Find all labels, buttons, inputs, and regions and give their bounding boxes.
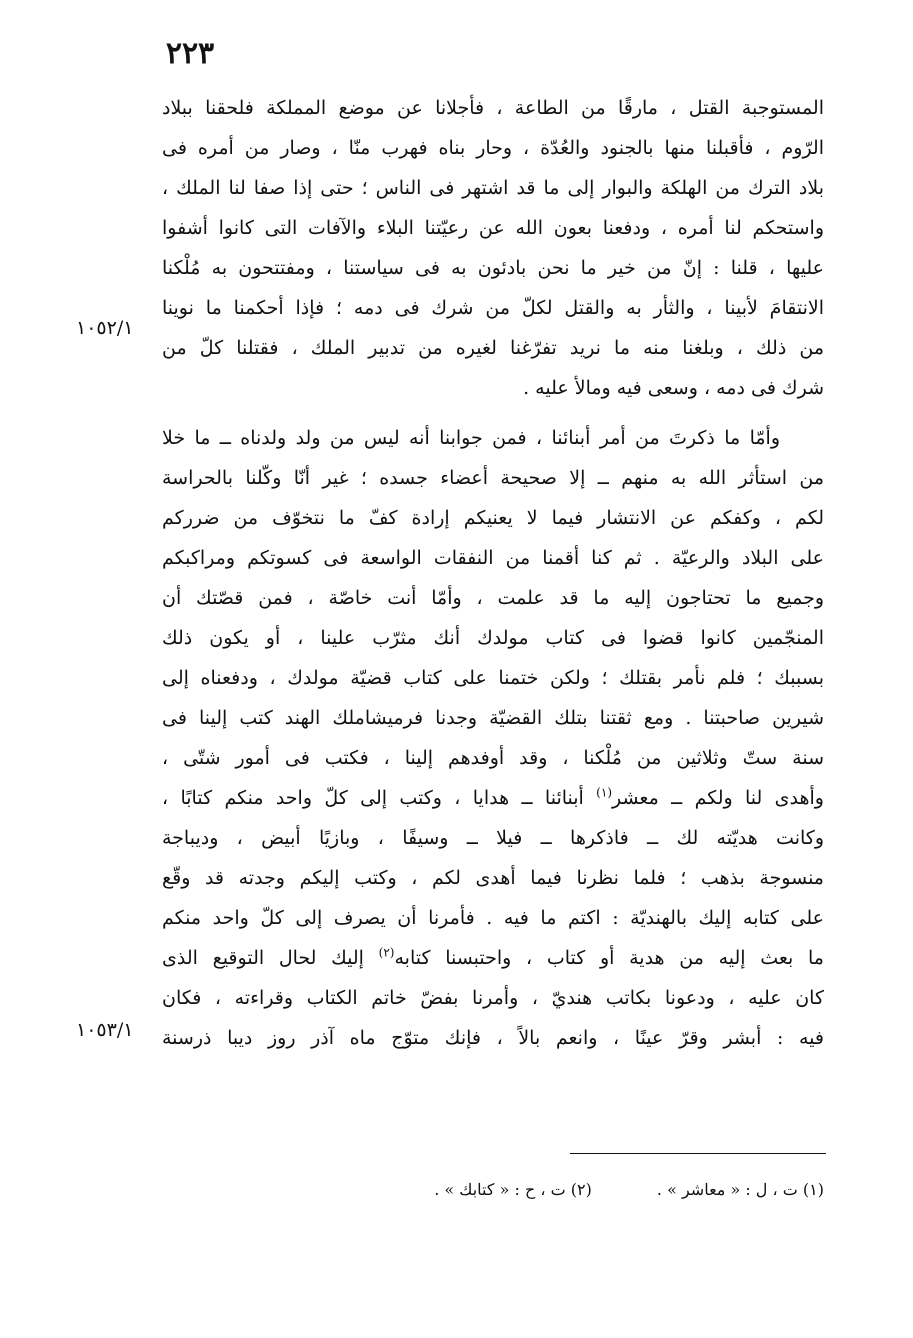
text-segment: أبنائنا ــ هدايا ، وكتب إلى كلّ واحد منكم كتابًا ، (162, 787, 584, 809)
page-number: ٢٢٣ (165, 36, 215, 71)
footnote-divider (570, 1153, 826, 1154)
text-line: بسببك ؛ فلم نأمر بقتلك ؛ ولكن ختمنا على كتاب قضيّة مولدك ، ودفعناه إلى (162, 667, 824, 689)
text-line: وكانت هديّته لك ــ فاذكرها ــ فيلا ــ وسيفًا ، وبازيًا أبيض ، وديباجة (162, 827, 824, 849)
text-line (162, 938, 824, 978)
main-text (162, 88, 824, 1058)
text-line: شرك فى دمه ، وسعى فيه ومالأ عليه . (523, 377, 824, 399)
footnote-1: (١) ت ، ل : « معاشر » . (656, 1180, 824, 1199)
text-line: من استأثر الله به منهم ــ إلا صحيحة أعضاء جسده ؛ غير أنّا وكّلنا بالحراسة (162, 467, 824, 489)
text-line: وجميع ما تحتاجون إليه ما قد علمت ، وأمّا أنت خاصّة ، فمن قصّتك أن (162, 587, 824, 609)
text-line: عليها ، قلنا : إنّ من خير ما نحن بادئون به فى سياستنا ، ومفتتحون به مُلْكنا (162, 257, 824, 279)
margin-note-2: ١٠٥٣/١ (76, 1019, 134, 1041)
text-line: لكم ، وكفكم عن الانتشار فيما لا يعنيكم إرادة كفّ ما نتخوّف من ضرركم (162, 507, 824, 529)
text-line: شيرين صاحبتنا . ومع ثقتنا بتلك القضيّة وجدنا فرميشاملك الهند كتب إلينا فى (162, 707, 824, 729)
text-line: بلاد الترك من الهلكة والبوار إلى ما قد اشتهر فى الناس ؛ حتى إذا صفا لنا الملك ، (162, 177, 824, 199)
text-segment: وأهدى لنا ولكم ــ معشر (612, 787, 824, 809)
text-line: سنة ستّ وثلاثين من مُلْكنا ، وقد أوفدهم إلينا ، فكتب فى أمور شتّى ، (162, 747, 824, 769)
footnote-2: (٢) ت ، ح : « كتابك » . (434, 1180, 592, 1199)
text-line (162, 778, 824, 818)
margin-note-1: ١٠٥٢/١ (76, 317, 134, 339)
text-line: منسوجة بذهب ؛ فلما نظرنا فيما أهدى لكم ، وكتب إليكم وجدته قد وقّع (162, 867, 824, 889)
text-line: المستوجبة القتل ، مارقًا من الطاعة ، فأجلانا عن موضع المملكة فلحقنا ببلاد (162, 97, 824, 119)
footnote-ref-2: (٢) (378, 945, 395, 960)
text-line: واستحكم لنا أمره ، ودفعنا بعون الله عن رعيّتنا البلاء والآفات التى كانوا أشفوا (162, 217, 824, 239)
text-line: المنجّمين كانوا قضوا فى كتاب مولدك أنك مثرّب علينا ، أو يكون ذلك (162, 627, 824, 649)
text-segment: ما بعث إليه من هدية أو كتاب ، واحتبسنا كتابه (394, 947, 824, 969)
text-line: على البلاد والرعيّة . ثم كنا أقمنا من النفقات الواسعة فى كسوتكم ومراكبكم (162, 547, 824, 569)
text-line: الرّوم ، فأقبلنا منها بالجنود والعُدّة ، وحار بناه فهرب منّا ، وصار من أمره فى (162, 137, 824, 159)
footnote-ref-1: (١) (596, 785, 612, 800)
text-line: من ذلك ، وبلغنا منه ما نريد تفرّغنا لغيره من تدبير الملك ، فقتلنا كلّ من (162, 337, 824, 359)
paragraph-1 (162, 88, 824, 408)
text-segment: إليك لحال التوقيع الذى (162, 947, 364, 969)
text-line: على كتابه إليك بالهنديّة : اكتم ما فيه . فأمرنا أن يصرف إلى كلّ واحد منكم (162, 907, 824, 929)
paragraph-2 (162, 418, 824, 1058)
text-line: فيه : أبشر وقرّ عينًا ، وانعم بالاً ، فإنك متوّج ماه آذر روز ديبا ذرسنة (162, 1027, 824, 1049)
text-line: الانتقامَ لأبينا ، والثأر به والقتل لكلّ من شرك فى دمه ؛ فإذا أحكمنا ما نوينا (162, 297, 824, 319)
text-line: وأمّا ما ذكرتَ من أمر أبنائنا ، فمن جوابنا أنه ليس من ولد ولدناه ــ ما خلا (162, 427, 780, 449)
text-line: كان عليه ، ودعونا بكاتب هنديّ ، وأمرنا بفضّ خاتم الكتاب وقراءته ، فكان (162, 987, 824, 1009)
footnotes (162, 1172, 824, 1208)
